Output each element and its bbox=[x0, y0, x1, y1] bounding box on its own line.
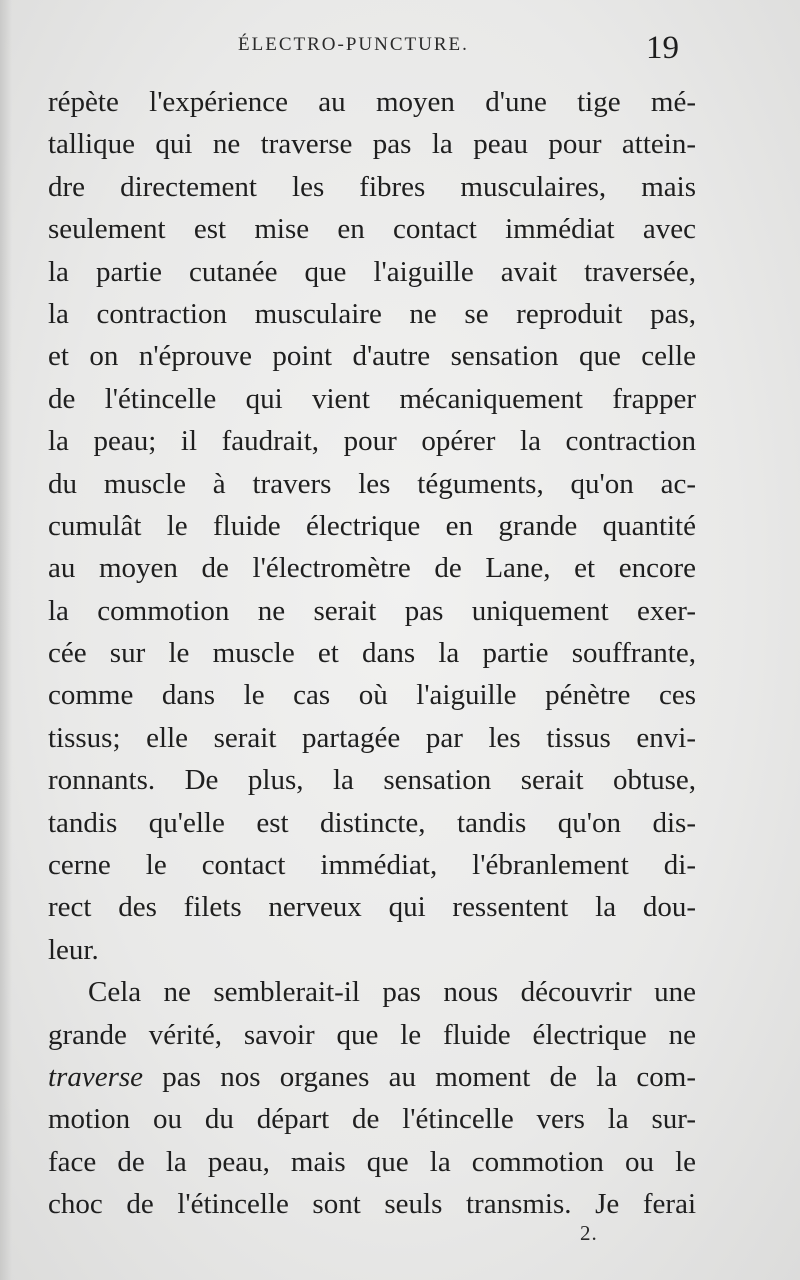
text-line: la commotion ne serait pas uniquement exer- bbox=[48, 594, 696, 627]
text-line: comme dans le cas où l'aiguille pénètre ces bbox=[48, 679, 696, 712]
signature-mark: 2. bbox=[580, 1221, 598, 1245]
text-line: la partie cutanée que l'aiguille avait traversée, bbox=[48, 255, 696, 288]
text-line: face de la peau, mais que la commotion ou le bbox=[48, 1145, 696, 1178]
text-line: choc de l'étincelle sont seuls transmis. Je ferai bbox=[48, 1188, 696, 1221]
text-line: seulement est mise en contact immédiat avec bbox=[48, 213, 696, 246]
paragraph-1 bbox=[48, 81, 696, 971]
text-line: leur. bbox=[48, 933, 99, 966]
text-line: au moyen de l'électromètre de Lane, et encore bbox=[48, 552, 696, 585]
body-text bbox=[48, 81, 696, 1226]
italic-word: traverse bbox=[48, 1060, 144, 1093]
text-line: de l'étincelle qui vient mécaniquement frapper bbox=[48, 382, 696, 415]
text-line: Cela ne semblerait-il pas nous découvrir une bbox=[88, 976, 696, 1009]
running-title: ÉLECTRO-PUNCTURE. bbox=[238, 34, 469, 55]
text-line: cée sur le muscle et dans la partie souffrante, bbox=[48, 637, 696, 670]
text-line: tissus; elle serait partagée par les tissus envi- bbox=[48, 721, 696, 754]
text-line: grande vérité, savoir que le fluide électrique ne bbox=[48, 1018, 696, 1051]
text-line: et on n'éprouve point d'autre sensation que celle bbox=[48, 340, 696, 373]
text-line: dre directement les fibres musculaires, mais bbox=[48, 170, 696, 203]
text-line: cerne le contact immédiat, l'ébranlement di- bbox=[48, 849, 696, 882]
text-line: du muscle à travers les téguments, qu'on ac- bbox=[48, 467, 696, 500]
text-line bbox=[48, 1056, 696, 1098]
text-line-rest: pas nos organes au moment de la com- bbox=[143, 1060, 696, 1093]
text-line: tandis qu'elle est distincte, tandis qu'on dis- bbox=[48, 806, 696, 839]
text-line: rect des filets nerveux qui ressentent la dou- bbox=[48, 891, 696, 924]
text-line: la peau; il faudrait, pour opérer la contraction bbox=[48, 425, 696, 458]
page-header bbox=[0, 30, 800, 70]
page-number: 19 bbox=[646, 30, 679, 66]
text-line: tallique qui ne traverse pas la peau pour attein- bbox=[48, 128, 696, 161]
text-line: répète l'expérience au moyen d'une tige mé- bbox=[48, 86, 696, 118]
text-line: motion ou du départ de l'étincelle vers la sur- bbox=[48, 1103, 696, 1136]
text-line: la contraction musculaire ne se reproduit pas, bbox=[48, 297, 696, 330]
page-edge-shadow bbox=[0, 0, 12, 1280]
text-line: ronnants. De plus, la sensation serait obtuse, bbox=[48, 764, 696, 797]
paragraph-2 bbox=[48, 971, 696, 1225]
text-line: cumulât le fluide électrique en grande quantité bbox=[48, 509, 696, 542]
